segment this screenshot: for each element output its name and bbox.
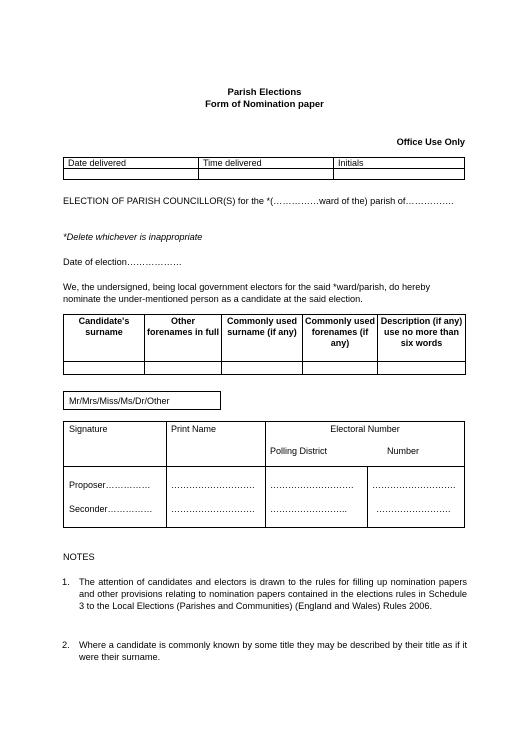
delete-note: *Delete whichever is inappropriate: [63, 232, 203, 242]
proposer-label[interactable]: Proposer……………: [69, 480, 151, 490]
number-label: Number: [387, 446, 420, 456]
proposer-polling-district[interactable]: ……………………….: [270, 480, 354, 490]
seconder-polling-district[interactable]: ……………………..: [270, 504, 348, 514]
candidate-table: [63, 314, 466, 375]
common-surname-field[interactable]: [222, 362, 303, 375]
seconder-number[interactable]: …………………….: [376, 504, 451, 514]
office-date-field[interactable]: [64, 169, 199, 180]
form-title: Parish Elections: [227, 87, 302, 98]
office-initials-field[interactable]: [334, 169, 465, 180]
note-number: 1.: [62, 577, 70, 587]
office-use-label: Office Use Only: [396, 137, 465, 147]
common-forenames-field[interactable]: [303, 362, 378, 375]
note-item-2: [62, 639, 467, 663]
proposer-print-name[interactable]: ……………………….: [171, 480, 255, 490]
print-name-label: Print Name: [171, 424, 217, 434]
form-subtitle: Form of Nomination paper: [205, 99, 324, 110]
electoral-number-label: Electoral Number: [330, 424, 400, 434]
office-use-table: [63, 157, 465, 180]
proposer-number[interactable]: ……………………….: [372, 480, 456, 490]
sig-divider-2: [265, 422, 266, 527]
sig-header-divider: [64, 466, 464, 467]
seconder-label[interactable]: Seconder……………: [69, 504, 153, 514]
date-of-election: Date of election………………: [63, 257, 182, 267]
description-header: Description (if any) use no more than six words: [378, 315, 466, 362]
declaration-text: We, the undersigned, being local government electors for the said *ward/parish, do hereby nominate the under-mentioned person as a candidate at the said election.: [63, 282, 431, 305]
signature-label: Signature: [69, 424, 108, 434]
candidate-surname-header: Candidate's surname: [64, 315, 145, 362]
office-col-initials: Initials: [334, 158, 465, 169]
note-text: Where a candidate is commonly known by some title they may be described by their title as if it were their surname.: [79, 640, 467, 663]
notes-heading: NOTES: [63, 552, 95, 562]
note-item-1: [62, 576, 467, 613]
other-forenames-header: Other forenames in full: [145, 315, 222, 362]
office-time-field[interactable]: [199, 169, 334, 180]
signature-table: [63, 421, 465, 528]
office-col-date: Date delivered: [64, 158, 199, 169]
description-field[interactable]: [378, 362, 466, 375]
election-text: ELECTION OF PARISH COUNCILLOR(S) for the *(……………ward of the) parish of…………….: [63, 196, 454, 206]
candidate-surname-field[interactable]: [64, 362, 145, 375]
note-number: 2.: [62, 640, 70, 650]
polling-district-label: Polling District: [270, 446, 328, 456]
seconder-print-name[interactable]: ……………………….: [171, 504, 255, 514]
sig-divider-1: [166, 422, 167, 527]
title-field[interactable]: Mr/Mrs/Miss/Ms/Dr/Other: [63, 391, 221, 410]
common-forenames-header: Commonly used forenames (if any): [303, 315, 378, 362]
office-col-time: Time delivered: [199, 158, 334, 169]
note-text: The attention of candidates and electors is drawn to the rules for filling up nomination papers and other provisions relating to nomination papers contained in the elections rules in Schedule 3 to the Local Elections (Parishes and Communities) (England and Wales) Rules 2006.: [79, 577, 467, 612]
sig-divider-3: [367, 466, 368, 527]
other-forenames-field[interactable]: [145, 362, 222, 375]
common-surname-header: Commonly used surname (if any): [222, 315, 303, 362]
